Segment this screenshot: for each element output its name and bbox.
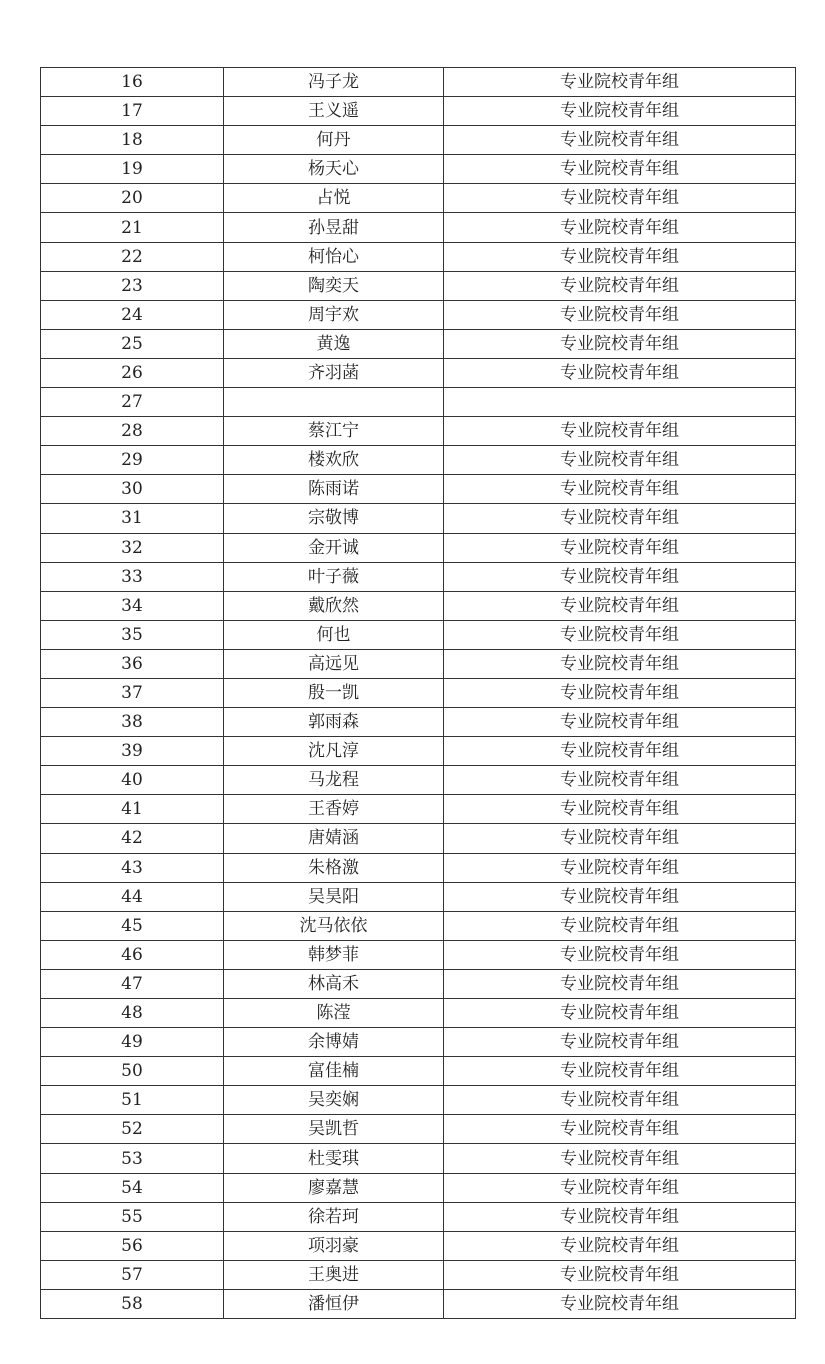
number-cell: 20	[41, 184, 224, 213]
table-row	[41, 271, 796, 300]
name-cell: 沈凡淳	[224, 737, 444, 766]
name-cell: 杨天心	[224, 155, 444, 184]
name-cell	[224, 388, 444, 417]
number-cell: 19	[41, 155, 224, 184]
table-row	[41, 213, 796, 242]
group-cell: 专业院校青年组	[444, 1231, 796, 1260]
group-cell: 专业院校青年组	[444, 1289, 796, 1318]
group-cell: 专业院校青年组	[444, 358, 796, 387]
name-cell: 吴凯哲	[224, 1115, 444, 1144]
table-row	[41, 388, 796, 417]
group-cell: 专业院校青年组	[444, 678, 796, 707]
group-cell: 专业院校青年组	[444, 1086, 796, 1115]
group-cell: 专业院校青年组	[444, 242, 796, 271]
table-row	[41, 300, 796, 329]
number-cell: 41	[41, 795, 224, 824]
number-cell: 46	[41, 940, 224, 969]
table-row	[41, 562, 796, 591]
number-cell: 24	[41, 300, 224, 329]
name-cell: 林高禾	[224, 969, 444, 998]
group-cell: 专业院校青年组	[444, 1028, 796, 1057]
table-row	[41, 766, 796, 795]
table-row	[41, 882, 796, 911]
table-row	[41, 1144, 796, 1173]
name-cell: 何丹	[224, 126, 444, 155]
name-cell: 朱格激	[224, 853, 444, 882]
table-row	[41, 329, 796, 358]
group-cell: 专业院校青年组	[444, 417, 796, 446]
group-cell: 专业院校青年组	[444, 795, 796, 824]
group-cell: 专业院校青年组	[444, 882, 796, 911]
name-cell: 郭雨森	[224, 708, 444, 737]
group-cell: 专业院校青年组	[444, 300, 796, 329]
table-row	[41, 475, 796, 504]
group-cell: 专业院校青年组	[444, 999, 796, 1028]
group-cell: 专业院校青年组	[444, 1260, 796, 1289]
table-row	[41, 1231, 796, 1260]
name-cell: 吴昊阳	[224, 882, 444, 911]
number-cell: 32	[41, 533, 224, 562]
name-cell: 黄逸	[224, 329, 444, 358]
group-cell: 专业院校青年组	[444, 969, 796, 998]
name-cell: 叶子薇	[224, 562, 444, 591]
name-cell: 楼欢欣	[224, 446, 444, 475]
number-cell: 21	[41, 213, 224, 242]
table-row	[41, 126, 796, 155]
number-cell: 31	[41, 504, 224, 533]
table-row	[41, 591, 796, 620]
name-cell: 唐婧涵	[224, 824, 444, 853]
group-cell: 专业院校青年组	[444, 708, 796, 737]
number-cell: 17	[41, 97, 224, 126]
number-cell: 50	[41, 1057, 224, 1086]
name-cell: 王义遥	[224, 97, 444, 126]
number-cell: 43	[41, 853, 224, 882]
name-cell: 高远见	[224, 649, 444, 678]
name-cell: 蔡江宁	[224, 417, 444, 446]
group-cell: 专业院校青年组	[444, 213, 796, 242]
number-cell: 47	[41, 969, 224, 998]
number-cell: 33	[41, 562, 224, 591]
group-cell: 专业院校青年组	[444, 97, 796, 126]
number-cell: 28	[41, 417, 224, 446]
number-cell: 39	[41, 737, 224, 766]
number-cell: 58	[41, 1289, 224, 1318]
name-cell: 项羽豪	[224, 1231, 444, 1260]
group-cell: 专业院校青年组	[444, 911, 796, 940]
table-row	[41, 242, 796, 271]
group-cell: 专业院校青年组	[444, 620, 796, 649]
number-cell: 55	[41, 1202, 224, 1231]
table-row	[41, 824, 796, 853]
name-cell: 韩梦菲	[224, 940, 444, 969]
name-cell: 孙昱甜	[224, 213, 444, 242]
number-cell: 40	[41, 766, 224, 795]
name-cell: 吴奕娴	[224, 1086, 444, 1115]
group-cell: 专业院校青年组	[444, 533, 796, 562]
table-row	[41, 911, 796, 940]
table-row	[41, 620, 796, 649]
number-cell: 36	[41, 649, 224, 678]
table-row	[41, 1028, 796, 1057]
name-cell: 沈马依依	[224, 911, 444, 940]
group-cell: 专业院校青年组	[444, 68, 796, 97]
number-cell: 30	[41, 475, 224, 504]
number-cell: 44	[41, 882, 224, 911]
group-cell: 专业院校青年组	[444, 591, 796, 620]
number-cell: 53	[41, 1144, 224, 1173]
name-cell: 马龙程	[224, 766, 444, 795]
number-cell: 52	[41, 1115, 224, 1144]
group-cell: 专业院校青年组	[444, 1115, 796, 1144]
table-row	[41, 940, 796, 969]
table-row	[41, 649, 796, 678]
table-row	[41, 358, 796, 387]
table-row	[41, 737, 796, 766]
group-cell: 专业院校青年组	[444, 329, 796, 358]
name-cell: 戴欣然	[224, 591, 444, 620]
name-cell: 廖嘉慧	[224, 1173, 444, 1202]
group-cell: 专业院校青年组	[444, 475, 796, 504]
name-cell: 宗敬博	[224, 504, 444, 533]
name-cell: 陈滢	[224, 999, 444, 1028]
group-cell: 专业院校青年组	[444, 446, 796, 475]
number-cell: 16	[41, 68, 224, 97]
group-cell: 专业院校青年组	[444, 649, 796, 678]
number-cell: 22	[41, 242, 224, 271]
name-cell: 王香婷	[224, 795, 444, 824]
group-cell: 专业院校青年组	[444, 155, 796, 184]
name-cell: 占悦	[224, 184, 444, 213]
table-row	[41, 1086, 796, 1115]
table-row	[41, 417, 796, 446]
number-cell: 42	[41, 824, 224, 853]
table-row	[41, 97, 796, 126]
number-cell: 56	[41, 1231, 224, 1260]
table-row	[41, 1115, 796, 1144]
group-cell: 专业院校青年组	[444, 271, 796, 300]
name-cell: 陈雨诺	[224, 475, 444, 504]
table-row	[41, 999, 796, 1028]
name-cell: 余博婧	[224, 1028, 444, 1057]
group-cell: 专业院校青年组	[444, 853, 796, 882]
table-row	[41, 446, 796, 475]
group-cell: 专业院校青年组	[444, 562, 796, 591]
table-row	[41, 155, 796, 184]
number-cell: 29	[41, 446, 224, 475]
group-cell: 专业院校青年组	[444, 824, 796, 853]
number-cell: 45	[41, 911, 224, 940]
table-row	[41, 1173, 796, 1202]
number-cell: 48	[41, 999, 224, 1028]
table-row	[41, 853, 796, 882]
table-row	[41, 1057, 796, 1086]
name-cell: 杜雯琪	[224, 1144, 444, 1173]
table-row	[41, 504, 796, 533]
group-cell: 专业院校青年组	[444, 1057, 796, 1086]
name-cell: 柯怡心	[224, 242, 444, 271]
name-cell: 殷一凯	[224, 678, 444, 707]
table-row	[41, 678, 796, 707]
name-cell: 冯子龙	[224, 68, 444, 97]
number-cell: 57	[41, 1260, 224, 1289]
number-cell: 35	[41, 620, 224, 649]
name-cell: 陶奕天	[224, 271, 444, 300]
table-row	[41, 1289, 796, 1318]
name-cell: 王奥进	[224, 1260, 444, 1289]
table-row	[41, 533, 796, 562]
group-cell: 专业院校青年组	[444, 1173, 796, 1202]
group-cell: 专业院校青年组	[444, 1202, 796, 1231]
number-cell: 54	[41, 1173, 224, 1202]
table-row	[41, 1260, 796, 1289]
roster-table-container	[40, 67, 795, 1319]
table-row	[41, 708, 796, 737]
name-cell: 徐若珂	[224, 1202, 444, 1231]
number-cell: 38	[41, 708, 224, 737]
roster-table-body	[41, 68, 796, 1319]
group-cell: 专业院校青年组	[444, 504, 796, 533]
name-cell: 富佳楠	[224, 1057, 444, 1086]
number-cell: 49	[41, 1028, 224, 1057]
name-cell: 齐羽菡	[224, 358, 444, 387]
table-row	[41, 68, 796, 97]
table-row	[41, 1202, 796, 1231]
number-cell: 37	[41, 678, 224, 707]
number-cell: 18	[41, 126, 224, 155]
name-cell: 金开诚	[224, 533, 444, 562]
number-cell: 27	[41, 388, 224, 417]
number-cell: 25	[41, 329, 224, 358]
table-row	[41, 184, 796, 213]
group-cell: 专业院校青年组	[444, 1144, 796, 1173]
group-cell: 专业院校青年组	[444, 737, 796, 766]
number-cell: 23	[41, 271, 224, 300]
table-row	[41, 795, 796, 824]
group-cell: 专业院校青年组	[444, 940, 796, 969]
group-cell	[444, 388, 796, 417]
name-cell: 何也	[224, 620, 444, 649]
name-cell: 周宇欢	[224, 300, 444, 329]
number-cell: 51	[41, 1086, 224, 1115]
number-cell: 34	[41, 591, 224, 620]
name-cell: 潘恒伊	[224, 1289, 444, 1318]
group-cell: 专业院校青年组	[444, 126, 796, 155]
roster-table	[40, 67, 796, 1319]
table-row	[41, 969, 796, 998]
group-cell: 专业院校青年组	[444, 766, 796, 795]
group-cell: 专业院校青年组	[444, 184, 796, 213]
number-cell: 26	[41, 358, 224, 387]
